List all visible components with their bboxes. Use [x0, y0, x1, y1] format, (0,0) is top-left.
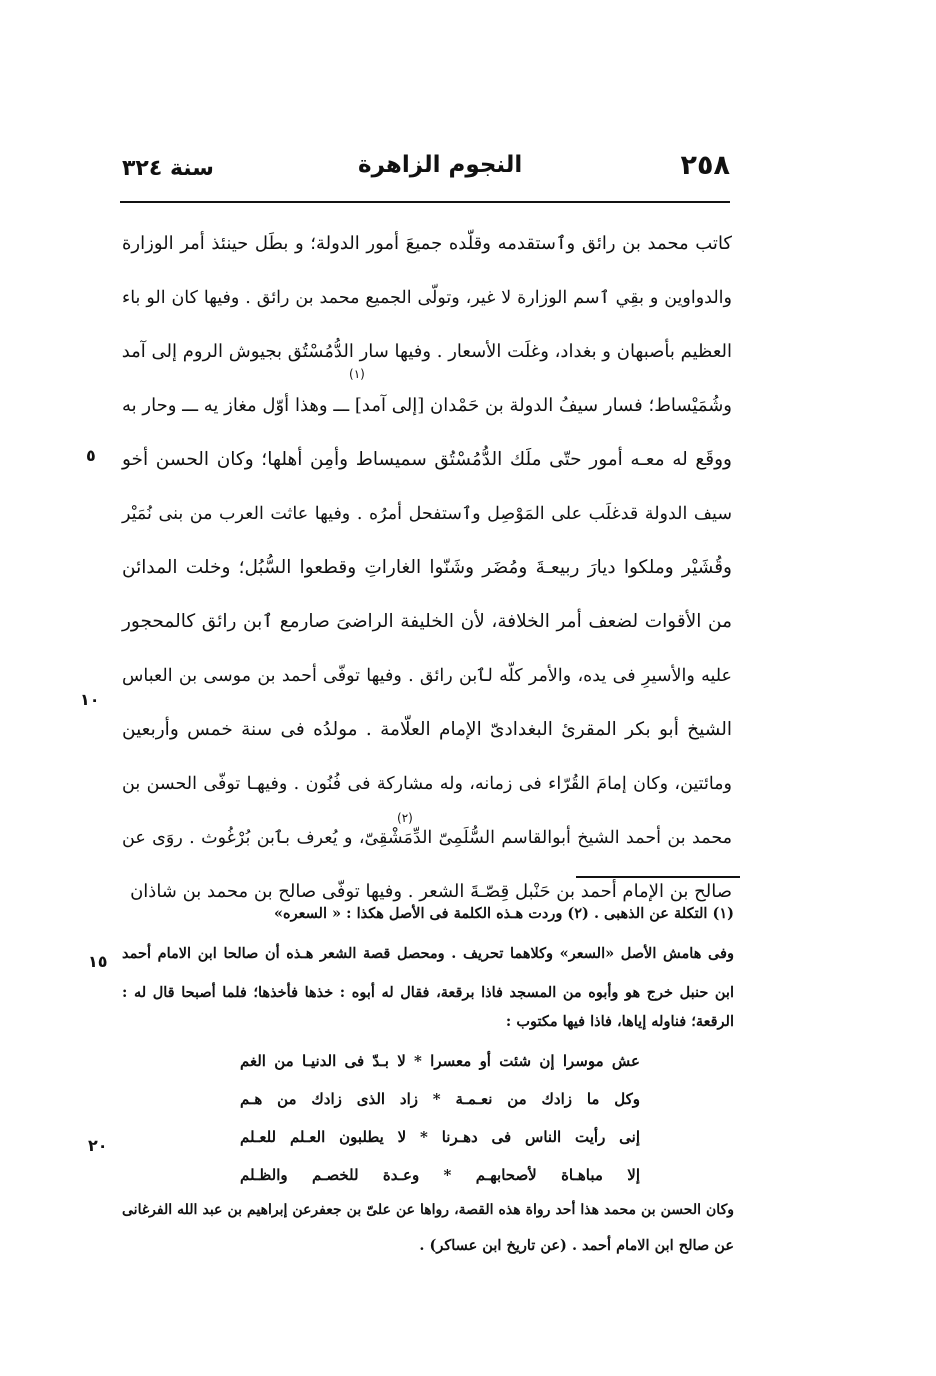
year-heading: سنة ٣٢٤: [122, 156, 214, 181]
footnote-line: عن صالح ابن الامام أحمد . (عن تاريخ ابن عساكر) .: [419, 1237, 734, 1254]
poem-verse: إنى رأيت الناس فى دهـرنا * لا يطلبون العـلم للعـلم: [240, 1128, 640, 1146]
body-line: عليه والأسيرِ فى يده، والأمر كلّه لٱبن رائق . وفيها توفّى أحمد بن موسى بن العباس: [122, 666, 732, 686]
body-line: محمد بن أحمد الشيخ أبوالقاسم السُّلَمِىّ الدِّمَشْقِىّ، و يُعرف بٱبن بُرْغُوث . روَى عن: [122, 828, 732, 848]
footnote-marker: (١): [349, 367, 365, 381]
footnote-rule: [576, 876, 740, 878]
body-line: العظيم بأصبهان و بغداد، وغلَت الأسعار . وفيها سار الدُّمُسْتُق بجيوش الروم إلى آمد: [121, 341, 732, 362]
line-number: ١٥: [88, 952, 108, 971]
body-line: صالح بن الإمام أحمد بن حَنْبل قِصّـةَ الشعر . وفيها توفّى صالح بن محمد بن شاذان: [130, 881, 732, 902]
poem-verse: عش موسرا إن شئت أو معسرا * لا بـدّ فى الدنيـا من الغم: [240, 1052, 640, 1070]
running-title: النجوم الزاهرة: [358, 152, 523, 178]
body-line: ومائتين، وكان إمامَ القُرّاء فى زمانه، وله مشاركة فى فُنُون . وفيهـا توفّى الحسن بن: [122, 774, 732, 794]
body-line: من الأقوات لضعف أمر الخلافة، لأن الخليفة الراضىَ صارمع ٱبن رائق كالمحجور: [122, 611, 733, 632]
poem-verse: وكل ما زادك من نعـمـة * زاد الذى زادك من هـم: [240, 1090, 640, 1108]
body-line: سيف الدولة قدغلَب على المَوْصِل وٱستفحل أمرُه . وفيها عاثت العرب من بنى نُمَيْر: [122, 504, 732, 524]
header-rule: [120, 201, 730, 203]
poem-verse: إلا مباهـاة لأصحابهـم * وعـدة للخصـم والظـلم: [240, 1166, 640, 1184]
footnote-line: وفى هامش الأصل «السعر» وكلاهما تحريف . ومحصل قصة الشعر هـذه أن صالحا ابن الامام أحمد: [122, 945, 734, 962]
body-line: والدواوين و بقِي ٱسم الوزارة لا غير، وتولّى الجميع محمد بن رائق . وفيها كان الو باء: [122, 288, 732, 308]
line-number: ٥: [86, 446, 96, 465]
body-line: كاتب محمد بن رائق وٱستقدمه وقلّده جميعَ أمور الدولة؛ و بطَل حينئذ أمر الوزارة: [122, 233, 732, 254]
line-number: ٢٠: [88, 1136, 108, 1155]
body-line: وقُشَيْر وملكوا ديارَ ربيعـةَ ومُضَر وشَنّوا الغاراتِ وقطعوا السُّبُل؛ وخلت المدائن: [122, 557, 732, 578]
page-number: ٢٥٨: [680, 150, 730, 181]
footnote-line: ابن حنبل خرج هو وأبوه من المسجد فاذا برقعة، فقال له أبوه : خذها فأخذها؛ فلما أصبحا قال له :: [122, 984, 734, 1001]
body-line: وشُمَيْساط؛ فسار سيفُ الدولة بن حَمْدان [إلى آمد] ـــ وهذا أوّل مغاز يه ـــ وحار به: [122, 395, 732, 416]
footnote-line: (١) التكلة عن الذهبى . (٢) وردت هـذه الكلمة فى الأصل هكذا : « السعره»: [273, 905, 734, 922]
footnote-line: وكان الحسن بن محمد هذا أحد رواة هذه القصة، رواها عن علىّ بن جعفرعن إبراهيم بن عبد الله الفرغانى: [122, 1202, 734, 1218]
body-line: ووقَع له معـه أمور حتّى ملَك الدُّمُسْتُق سميساط وأمِن أهلها؛ وكان الحسن أخو: [122, 449, 732, 470]
body-line: الشيخ أبو بكر المقرئ البغدادىّ الإمام العلّامة . مولدُه فى سنة خمس وأربعين: [122, 719, 732, 740]
footnote-marker: (٢): [397, 811, 413, 825]
line-number: ١٠: [80, 690, 100, 709]
footnote-line: الرقعة؛ فناوله إياها، فاذا فيها مكتوب :: [505, 1013, 734, 1030]
